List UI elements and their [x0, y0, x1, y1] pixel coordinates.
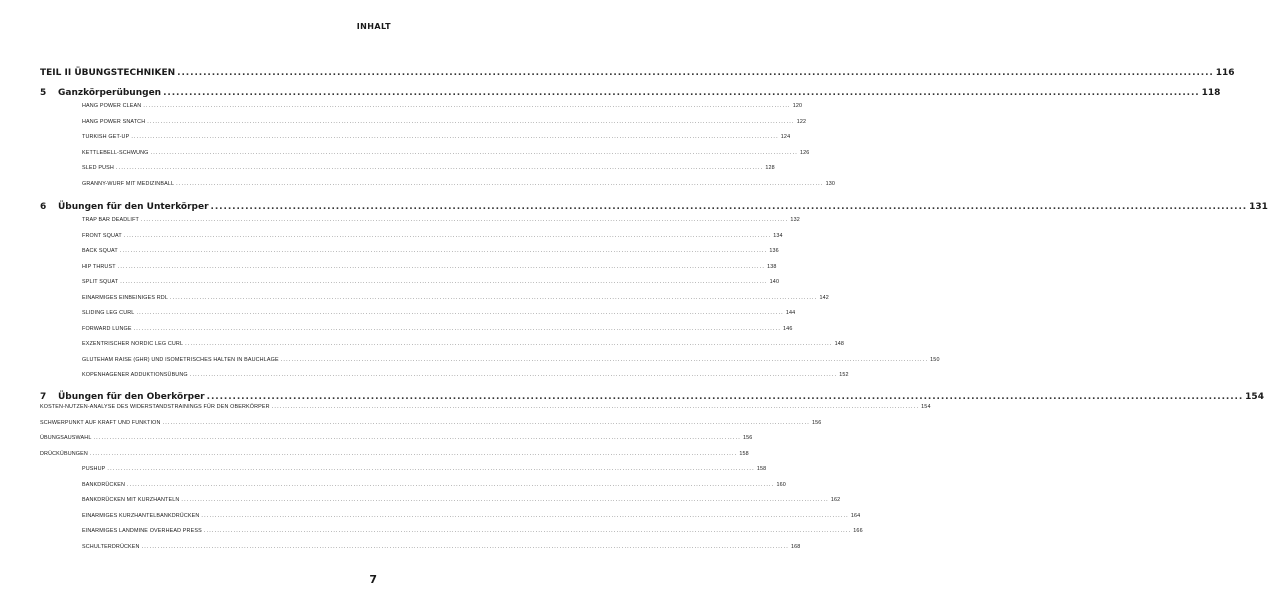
toc-entry[interactable] [82, 341, 845, 347]
leader-dots: ................................................................................................................................................................................................................................................ [201, 512, 849, 519]
leader-dots: ................................................................................................................................................................................................................................................ [127, 481, 775, 488]
toc-page-number: 136 [769, 248, 779, 254]
toc-title: FORWARD LUNGE [82, 325, 132, 332]
running-header: INHALT [356, 22, 391, 31]
leader-dots: ................................................................................................................................................................................................................................................ [133, 325, 782, 332]
toc-entry[interactable] [82, 232, 783, 239]
leader-dots: ................................................................................................................................................................................................................................................ [176, 180, 824, 187]
toc-entry[interactable] [82, 103, 803, 109]
leader-dots: ................................................................................................................................................................................................................................................ [162, 419, 810, 426]
toc-page-number: 131 [1249, 202, 1268, 212]
leader-dots: ................................................................................................................................................................................................................................................ [115, 165, 764, 171]
leader-dots: ................................................................................................................................................................................................................................................ [169, 294, 818, 301]
toc-page-number: 156 [742, 435, 753, 441]
toc-page-number: 116 [1215, 68, 1235, 78]
leader-dots: ................................................................................................................................................................................................................................................ [203, 528, 852, 534]
toc-title: TURKISH GET-UP [82, 134, 130, 140]
toc-page-number: 124 [780, 134, 791, 140]
toc-entry[interactable] [82, 263, 777, 270]
toc-title: PUSHUP [82, 466, 106, 472]
leader-dots: ................................................................................................................................................................................................................................................ [117, 263, 766, 270]
toc-title: SLIDING LEG CURL [82, 310, 135, 316]
toc-title: BANKDRÜCKEN MIT KURZHANTELN [82, 497, 180, 503]
toc-title: KETTLEBELL-SCHWUNG [82, 149, 149, 156]
toc-page-number: 128 [765, 165, 775, 171]
toc-entry[interactable] [82, 528, 863, 534]
toc-title: DRÜCKÜBUNGEN [40, 450, 88, 457]
leader-dots: ................................................................................................................................................................................................................................................ [89, 450, 738, 457]
toc-page-number: 118 [1201, 88, 1221, 98]
leader-dots: ................................................................................................................................................................................................................................................ [136, 310, 784, 316]
toc-entry[interactable] [82, 294, 829, 301]
leader-dots: ................................................................................................................................................................................................................................................ [141, 543, 790, 550]
toc-entry[interactable] [82, 217, 800, 223]
toc-entry[interactable] [82, 180, 836, 187]
toc-title: HANG POWER SNATCH [82, 118, 146, 125]
toc-entry[interactable] [40, 419, 822, 426]
toc-chapter-heading[interactable] [40, 88, 1221, 98]
leader-dots: ................................................................................................................................................................................................................................................ [163, 88, 1200, 98]
leader-dots: ................................................................................................................................................................................................................................................ [150, 149, 798, 156]
toc-entry[interactable] [82, 279, 780, 285]
toc-entry[interactable] [82, 481, 786, 488]
toc-page-number: 154 [1245, 392, 1264, 402]
toc-page-number: 154 [921, 404, 931, 410]
toc-page-number: 164 [850, 512, 861, 519]
toc-entry[interactable] [82, 248, 779, 254]
toc-page-number: 150 [930, 356, 940, 363]
toc-entry[interactable] [82, 149, 810, 156]
toc-page-number: 146 [783, 325, 793, 332]
toc-page-number: 148 [834, 341, 845, 347]
toc-title: HANG POWER CLEAN [82, 103, 142, 109]
toc-part-heading[interactable] [40, 68, 1235, 78]
toc-title: GLUTEHAM RAISE (GHR) UND ISOMETRISCHES HALTEN IN BAUCHLAGE [82, 356, 279, 363]
toc-page-number: 130 [825, 180, 836, 187]
leader-dots: ................................................................................................................................................................................................................................................ [93, 435, 741, 441]
leader-dots: ................................................................................................................................................................................................................................................ [189, 372, 838, 378]
toc-entry[interactable] [82, 118, 807, 125]
toc-page-number: 166 [853, 528, 863, 534]
toc-title: Übungen für den Oberkörper [58, 392, 205, 402]
toc-title: TRAP BAR DEADLIFT [82, 217, 139, 223]
toc-chapter-heading[interactable] [40, 392, 1264, 402]
toc-page-number: 168 [791, 543, 801, 550]
chapter-number: 7 [40, 392, 47, 402]
toc-title: HIP THRUST [82, 263, 116, 270]
toc-title: SPLIT SQUAT [82, 279, 119, 285]
toc-entry[interactable] [82, 543, 801, 550]
toc-entry[interactable] [82, 134, 791, 140]
toc-page-number: 158 [756, 466, 767, 472]
toc-page-number: 140 [769, 279, 780, 285]
toc-page-number: 156 [811, 419, 822, 426]
leader-dots: ................................................................................................................................................................................................................................................ [181, 497, 829, 503]
toc-title: EINARMIGES EINBEINIGES RDL [82, 294, 168, 301]
toc-entry[interactable] [82, 466, 767, 472]
toc-title: GRANNY-WURF MIT MEDIZINBALL [82, 180, 175, 187]
toc-title: TEIL II ÜBUNGSTECHNIKEN [40, 68, 176, 78]
toc-page-number: 132 [790, 217, 800, 223]
leader-dots: ................................................................................................................................................................................................................................................ [280, 356, 929, 363]
toc-page-number: 122 [796, 118, 807, 125]
toc-page-number: 142 [819, 294, 829, 301]
toc-title: SCHWERPUNKT AUF KRAFT UND FUNKTION [40, 419, 161, 426]
toc-title: KOPENHAGENER ADDUKTIONSÜBUNG [82, 372, 188, 378]
toc-entry[interactable] [40, 450, 749, 457]
toc-page-number: 138 [767, 263, 777, 270]
leader-dots: ................................................................................................................................................................................................................................................ [177, 68, 1214, 78]
leader-dots: ................................................................................................................................................................................................................................................ [120, 279, 768, 285]
leader-dots: ................................................................................................................................................................................................................................................ [140, 217, 789, 223]
leader-dots: ................................................................................................................................................................................................................................................ [210, 202, 1248, 212]
toc-page-number: 126 [799, 149, 810, 156]
toc-title: EXZENTRISCHER NORDIC LEG CURL [82, 341, 184, 347]
toc-title: KOSTEN-NUTZEN-ANALYSE DES WIDERSTANDSTRAININGS FÜR DEN OBERKÖRPER [40, 404, 270, 410]
toc-page-number: 152 [839, 372, 849, 378]
toc-page-number: 144 [785, 310, 796, 316]
leader-dots: ................................................................................................................................................................................................................................................ [123, 232, 772, 239]
toc-entry[interactable] [40, 404, 931, 410]
toc-page-number: 120 [792, 103, 803, 109]
leader-dots: ................................................................................................................................................................................................................................................ [107, 466, 755, 472]
toc-entry[interactable] [40, 435, 753, 441]
leader-dots: ................................................................................................................................................................................................................................................ [271, 404, 920, 410]
toc-entry[interactable] [82, 356, 940, 363]
leader-dots: ................................................................................................................................................................................................................................................ [131, 134, 779, 140]
toc-chapter-heading[interactable] [40, 202, 1268, 212]
toc-title: BACK SQUAT [82, 248, 118, 254]
toc-title: BANKDRÜCKEN [82, 481, 125, 488]
toc-entry[interactable] [82, 310, 796, 316]
toc-title: SLED PUSH [82, 165, 114, 171]
toc-page-number: 162 [830, 497, 841, 503]
toc-title: EINARMIGES LANDMINE OVERHEAD PRESS [82, 528, 202, 534]
toc-entry[interactable] [82, 372, 849, 378]
leader-dots: ................................................................................................................................................................................................................................................ [147, 118, 795, 125]
toc-entry[interactable] [82, 497, 841, 503]
toc-title: EINARMIGES KURZHANTELBANKDRÜCKEN [82, 512, 200, 519]
toc-title: Ganzkörperübungen [58, 88, 162, 98]
leader-dots: ................................................................................................................................................................................................................................................ [185, 341, 833, 347]
toc-title: ÜBUNGSAUSWAHL [40, 435, 92, 441]
page-number: 7 [369, 573, 377, 586]
toc-title: FRONT SQUAT [82, 232, 122, 239]
toc-page-number: 160 [776, 481, 786, 488]
toc-entry[interactable] [82, 325, 793, 332]
leader-dots: ................................................................................................................................................................................................................................................ [206, 392, 1244, 402]
toc-entry[interactable] [82, 512, 861, 519]
leader-dots: ................................................................................................................................................................................................................................................ [143, 103, 791, 109]
toc-page-number: 158 [739, 450, 749, 457]
toc-title: Übungen für den Unterkörper [58, 202, 209, 212]
chapter-number: 5 [40, 88, 47, 98]
toc-page-number: 134 [773, 232, 783, 239]
toc-entry[interactable] [82, 165, 775, 171]
toc-title: SCHULTERDRÜCKEN [82, 543, 140, 550]
leader-dots: ................................................................................................................................................................................................................................................ [119, 248, 768, 254]
chapter-number: 6 [40, 202, 47, 212]
